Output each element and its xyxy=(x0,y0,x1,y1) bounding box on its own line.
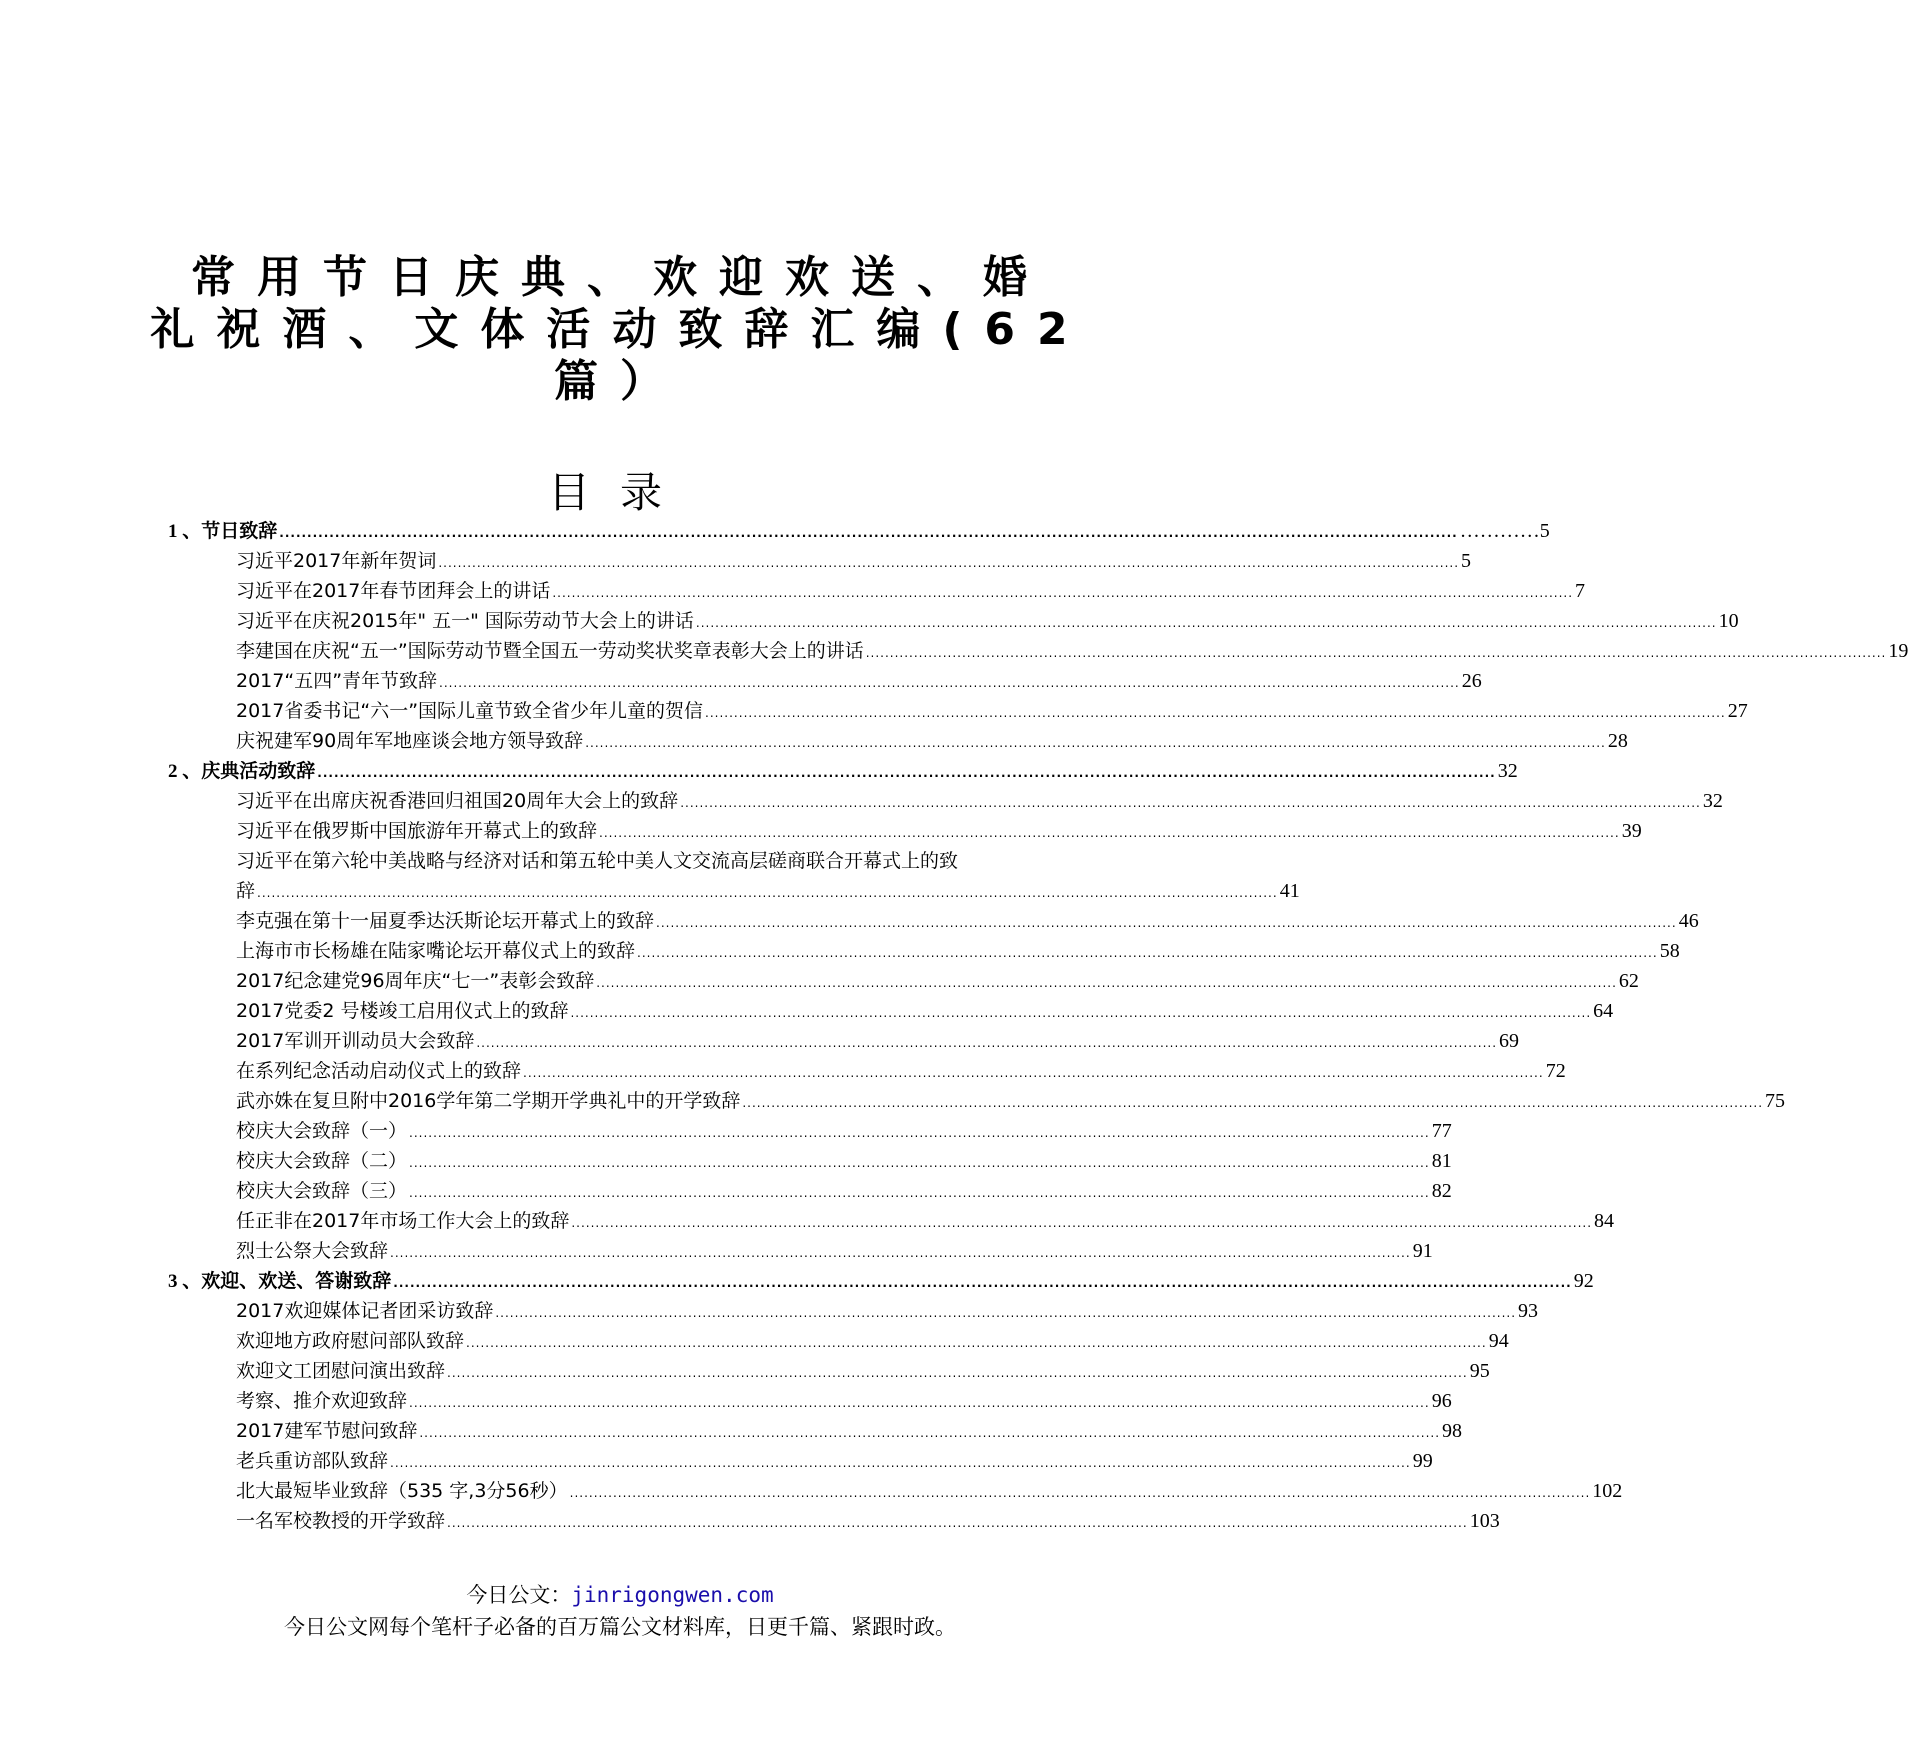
toc-page-number: 39 xyxy=(1621,820,1642,842)
toc-page-number: 5 xyxy=(1461,550,1472,572)
toc-entry[interactable] xyxy=(236,876,1300,906)
footer-site-line xyxy=(0,1580,1240,1610)
toc-section-label: 1 、节日致辞 xyxy=(168,521,278,542)
toc-leader: .................................................................................................................................................................................................................... xyxy=(393,1276,1572,1290)
toc-leader: .................................................................................................................................................................................................................... xyxy=(279,526,1458,540)
toc-leader: .................................................................................................................................................................................................................... xyxy=(585,736,1606,750)
toc-page-number: 103 xyxy=(1469,1510,1500,1532)
toc-entry[interactable] xyxy=(236,1446,1433,1476)
toc-entry-text: 习近平在庆祝2015年" 五一" 国际劳动节大会上的讲话 xyxy=(236,610,694,632)
toc-leader: .................................................................................................................................................................................................................... xyxy=(599,826,1620,840)
toc-section-3[interactable] xyxy=(168,1266,1594,1296)
toc-entry-text: 北大最短毕业致辞（535 字,3分56秒） xyxy=(236,1480,568,1502)
toc-entry-text: 庆祝建军90周年军地座谈会地方领导致辞 xyxy=(236,730,584,752)
toc-entry[interactable] xyxy=(236,816,1642,846)
toc-page-number: 28 xyxy=(1607,730,1628,752)
toc-page-number: 10 xyxy=(1718,610,1739,632)
title-line-3: 篇） xyxy=(554,356,686,407)
toc-leader: .................................................................................................................................................................................................................... xyxy=(390,1456,1411,1470)
toc-leader: .................................................................................................................................................................................................................... xyxy=(705,706,1726,720)
toc-page-number: 95 xyxy=(1469,1360,1490,1382)
toc-page-number: 32 xyxy=(1702,790,1723,812)
toc-entry[interactable] xyxy=(236,1086,1786,1116)
toc-leader: .................................................................................................................................................................................................................... xyxy=(409,1396,1430,1410)
toc-page-number: 46 xyxy=(1678,910,1699,932)
toc-entry[interactable] xyxy=(236,1236,1433,1266)
toc-leader: .................................................................................................................................................................................................................... xyxy=(439,676,1460,690)
toc-page-number: 62 xyxy=(1618,970,1639,992)
footer-label: 今日公文： xyxy=(466,1583,572,1607)
toc-entry-text: 2017建军节慰问致辞 xyxy=(236,1420,418,1442)
toc-page-number: 81 xyxy=(1431,1150,1452,1172)
toc-entry[interactable] xyxy=(236,1116,1452,1146)
toc-entry-text: 2017欢迎媒体记者团采访致辞 xyxy=(236,1300,494,1322)
toc-entry[interactable] xyxy=(236,636,1908,666)
toc-page-number: 32 xyxy=(1497,760,1518,782)
toc-page-number: 84 xyxy=(1594,1210,1615,1232)
toc-leader: .................................................................................................................................................................................................................... xyxy=(656,916,1677,930)
toc-leader: .................................................................................................................................................................................................................... xyxy=(865,646,1887,660)
toc-leader: .................................................................................................................................................................................................................... xyxy=(552,586,1574,600)
toc-leader: .................................................................................................................................................................................................................... xyxy=(447,1366,1468,1380)
toc-page-number: 26 xyxy=(1461,670,1482,692)
toc-entry[interactable] xyxy=(236,1326,1509,1356)
toc-section-label: 2 、庆典活动致辞 xyxy=(168,761,316,782)
toc-page-number: 58 xyxy=(1659,940,1680,962)
toc-page-number: 41 xyxy=(1279,880,1300,902)
toc-leader: .................................................................................................................................................................................................................... xyxy=(257,886,1278,900)
toc-section-1[interactable] xyxy=(168,516,1550,546)
toc-entry[interactable] xyxy=(236,1476,1623,1506)
toc-entry-text: 上海市市长杨雄在陆家嘴论坛开幕仪式上的致辞 xyxy=(236,940,636,962)
toc-entry-wrapped-line[interactable]: 习近平在第六轮中美战略与经济对话和第五轮中美人文交流高层磋商联合开幕式上的致 xyxy=(236,850,959,872)
toc-page-number: 75 xyxy=(1765,1090,1786,1112)
footer-url-link[interactable]: jinrigongwen.com xyxy=(571,1583,774,1607)
toc-entry[interactable] xyxy=(236,546,1472,576)
toc-entry[interactable] xyxy=(236,996,1614,1026)
toc-entry[interactable] xyxy=(236,1386,1452,1416)
toc-section-label: 3 、欢迎、欢送、答谢致辞 xyxy=(168,1271,392,1292)
title-line-2: 礼祝酒、文体活动致辞汇编(62 xyxy=(150,304,1090,355)
toc-entry[interactable] xyxy=(236,906,1699,936)
toc-entry[interactable] xyxy=(236,1296,1539,1326)
toc-leader: .................................................................................................................................................................................................................... xyxy=(466,1336,1487,1350)
toc-entry[interactable] xyxy=(236,966,1639,996)
toc-leader: .................................................................................................................................................................................................................... xyxy=(409,1186,1430,1200)
toc-entry-text: 在系列纪念活动启动仪式上的致辞 xyxy=(236,1060,522,1082)
toc-page-number: …………5 xyxy=(1459,520,1550,542)
toc-leader: .................................................................................................................................................................................................................... xyxy=(390,1246,1411,1260)
toc-entry[interactable] xyxy=(236,606,1739,636)
toc-page-number: 93 xyxy=(1518,1300,1539,1322)
toc-leader: .................................................................................................................................................................................................................... xyxy=(680,796,1701,810)
toc-entry-text: 2017军训开训动员大会致辞 xyxy=(236,1030,475,1052)
toc-entry[interactable] xyxy=(236,726,1628,756)
toc-entry-text: 习近平在2017年春节团拜会上的讲话 xyxy=(236,580,551,602)
toc-entry-text: 校庆大会致辞（二） xyxy=(236,1150,408,1172)
toc-entry-text: 一名军校教授的开学致辞 xyxy=(236,1510,446,1532)
toc-page-number: 99 xyxy=(1412,1450,1433,1472)
toc-entry-text: 欢迎地方政府慰问部队致辞 xyxy=(236,1330,465,1352)
toc-leader: .................................................................................................................................................................................................................... xyxy=(569,1486,1591,1500)
toc-entry-text: 习近平在出席庆祝香港回归祖国20周年大会上的致辞 xyxy=(236,790,679,812)
toc-heading: 目录 xyxy=(547,468,692,517)
toc-leader: .................................................................................................................................................................................................................... xyxy=(637,946,1658,960)
toc-entry-text: 2017省委书记“六一”国际儿童节致全省少年儿童的贺信 xyxy=(236,700,704,722)
toc-leader: .................................................................................................................................................................................................................... xyxy=(695,616,1717,630)
toc-entry-text: 烈士公祭大会致辞 xyxy=(236,1240,389,1262)
toc-entry-text: 李建国在庆祝“五一”国际劳动节暨全国五一劳动奖状奖章表彰大会上的讲话 xyxy=(236,640,864,662)
toc-page-number: 7 xyxy=(1575,580,1586,602)
toc-entry[interactable] xyxy=(236,576,1586,606)
document-title xyxy=(150,252,1090,408)
toc-entry[interactable] xyxy=(236,1506,1500,1536)
toc-entry[interactable] xyxy=(236,1356,1490,1386)
toc-entry[interactable] xyxy=(236,1056,1566,1086)
toc-entry[interactable] xyxy=(236,666,1482,696)
toc-page-number: 96 xyxy=(1431,1390,1452,1412)
toc-entry-text: 欢迎文工团慰问演出致辞 xyxy=(236,1360,446,1382)
toc-entry[interactable] xyxy=(236,1026,1520,1056)
toc-entry[interactable] xyxy=(236,786,1723,816)
toc-entry-text: 武亦姝在复旦附中2016学年第二学期开学典礼中的开学致辞 xyxy=(236,1090,741,1112)
toc-leader: .................................................................................................................................................................................................................... xyxy=(409,1126,1430,1140)
toc-entry-text: 2017纪念建党96周年庆“七一”表彰会致辞 xyxy=(236,970,595,992)
toc-leader: .................................................................................................................................................................................................................... xyxy=(523,1066,1544,1080)
toc-entry-text: 李克强在第十一届夏季达沃斯论坛开幕式上的致辞 xyxy=(236,910,655,932)
toc-entry[interactable] xyxy=(236,1176,1452,1206)
toc-entry-text: 校庆大会致辞（一） xyxy=(236,1120,408,1142)
toc-leader: .................................................................................................................................................................................................................... xyxy=(495,1306,1517,1320)
toc-leader: .................................................................................................................................................................................................................... xyxy=(317,766,1496,780)
toc-leader: .................................................................................................................................................................................................................... xyxy=(438,556,1460,570)
toc-entry-text: 2017党委2 号楼竣工启用仪式上的致辞 xyxy=(236,1000,569,1022)
toc-leader: .................................................................................................................................................................................................................... xyxy=(570,1006,1592,1020)
toc-page-number: 91 xyxy=(1412,1240,1433,1262)
toc-page-number: 69 xyxy=(1499,1030,1520,1052)
toc-page-number: 64 xyxy=(1593,1000,1614,1022)
toc-entry[interactable] xyxy=(236,936,1680,966)
toc-leader: .................................................................................................................................................................................................................... xyxy=(596,976,1617,990)
toc-leader: .................................................................................................................................................................................................................... xyxy=(447,1516,1468,1530)
toc-entry[interactable] xyxy=(236,1416,1463,1446)
toc-entry-text: 老兵重访部队致辞 xyxy=(236,1450,389,1472)
toc-entry[interactable] xyxy=(236,696,1748,726)
toc-page-number: 98 xyxy=(1442,1420,1463,1442)
toc-page-number: 92 xyxy=(1573,1270,1594,1292)
toc-leader: .................................................................................................................................................................................................................... xyxy=(409,1156,1430,1170)
toc-leader: .................................................................................................................................................................................................................... xyxy=(476,1036,1498,1050)
toc-page-number: 94 xyxy=(1488,1330,1509,1352)
toc-entry[interactable] xyxy=(236,1206,1615,1236)
toc-entry-text: 2017“五四”青年节致辞 xyxy=(236,670,438,692)
toc-entry-text: 辞 xyxy=(236,880,256,902)
footer-slogan: 今日公文网每个笔杆子必备的百万篇公文材料库，日更千篇、紧跟时政。 xyxy=(284,1615,956,1639)
toc-entry-text: 习近平2017年新年贺词 xyxy=(236,550,437,572)
toc-entry[interactable] xyxy=(236,1146,1452,1176)
toc-page-number: 102 xyxy=(1592,1480,1623,1502)
toc-page-number: 27 xyxy=(1727,700,1748,722)
toc-leader: .................................................................................................................................................................................................................... xyxy=(419,1426,1441,1440)
toc-section-2[interactable] xyxy=(168,756,1518,786)
toc-page-number: 82 xyxy=(1431,1180,1452,1202)
toc-page-number: 19 xyxy=(1888,640,1908,662)
title-line-1: 常用节日庆典、欢迎欢送、婚 xyxy=(191,252,1049,303)
toc-leader: .................................................................................................................................................................................................................... xyxy=(742,1096,1764,1110)
toc-entry-text: 考察、推介欢迎致辞 xyxy=(236,1390,408,1412)
toc-page-number: 77 xyxy=(1431,1120,1452,1142)
toc-page-number: 72 xyxy=(1545,1060,1566,1082)
toc-entry-text: 校庆大会致辞（三） xyxy=(236,1180,408,1202)
toc-entry-text: 习近平在俄罗斯中国旅游年开幕式上的致辞 xyxy=(236,820,598,842)
toc-entry-text: 任正非在2017年市场工作大会上的致辞 xyxy=(236,1210,570,1232)
toc-leader: .................................................................................................................................................................................................................... xyxy=(571,1216,1593,1230)
